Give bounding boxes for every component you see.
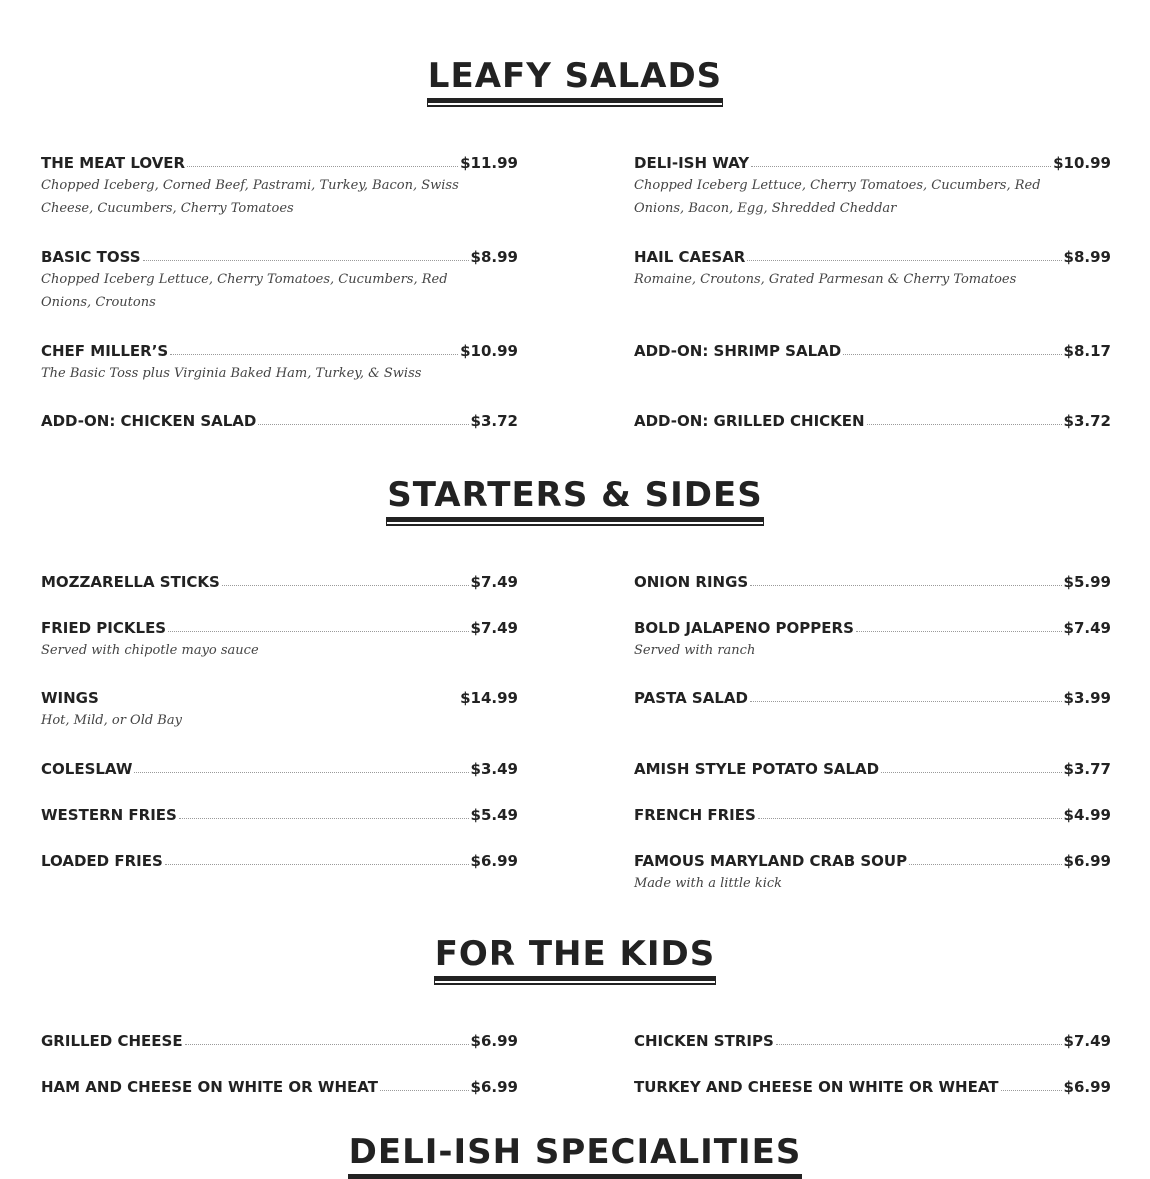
leader-dots [258,424,468,425]
item-price: $11.99 [460,154,518,172]
leader-dots [185,1044,469,1045]
item-description: Chopped Iceberg, Corned Beef, Pastrami, Turkey, Bacon, Swiss Cheese, Cucumbers, Cherry Tomatoes [41,178,459,216]
leader-dots [750,585,1061,586]
item-name: LOADED FRIES [41,852,163,870]
section-title: LEAFY SALADS [427,56,723,103]
item-name: ADD-ON: SHRIMP SALAD [634,342,842,360]
item-name: TURKEY AND CHEESE ON WHITE OR WHEAT [634,1078,999,1096]
item-price: $7.49 [1063,1032,1111,1050]
menu-item [41,802,518,824]
leader-dots [909,864,1061,865]
menu-item [41,756,518,778]
section-title: FOR THE KIDS [434,934,717,981]
leader-dots [222,585,469,586]
item-name: BOLD JALAPENO POPPERS [634,619,854,637]
menu-item [41,408,518,430]
item-price: $10.99 [460,342,518,360]
item-price: $3.99 [1063,689,1111,707]
item-price: $3.77 [1063,760,1111,778]
menu-item [41,569,518,591]
menu-item [634,615,1111,662]
item-price: $6.99 [1063,1078,1111,1096]
leader-dots [776,1044,1062,1045]
section-heading-for-the-kids [0,934,1150,981]
leader-dots [881,772,1061,773]
leader-dots [747,260,1061,261]
item-price: $14.99 [460,689,518,707]
menu-item [634,802,1111,824]
leader-dots [168,631,468,632]
item-name: COLESLAW [41,760,133,778]
menu-item [41,150,518,220]
item-name: FRENCH FRIES [634,806,756,824]
menu-item [634,244,1111,291]
item-description: Served with ranch [634,643,756,658]
item-price: $8.99 [1063,248,1111,266]
item-name: CHEF MILLER’S [41,342,169,360]
item-name: HAIL CAESAR [634,248,746,266]
menu-item [634,150,1111,220]
leader-dots [758,818,1062,819]
item-price: $4.99 [1063,806,1111,824]
leader-dots [380,1090,469,1091]
item-name: HAM AND CHEESE ON WHITE OR WHEAT [41,1078,378,1096]
item-price: $5.49 [470,806,518,824]
leader-dots [170,354,458,355]
leader-dots [187,166,458,167]
item-price: $8.17 [1063,342,1111,360]
section-title: STARTERS & SIDES [386,475,764,522]
item-description: The Basic Toss plus Virginia Baked Ham, Turkey, & Swiss [41,366,422,381]
menu-item [634,685,1111,707]
item-price: $10.99 [1053,154,1111,172]
item-name: THE MEAT LOVER [41,154,186,172]
section-title: DELI-ISH SPECIALITIES [348,1132,803,1179]
section-heading-leafy-salads [0,56,1150,103]
menu-item [41,685,518,732]
item-description: Hot, Mild, or Old Bay [41,713,182,728]
item-price: $6.99 [470,1078,518,1096]
menu-item [41,338,518,385]
item-name: WINGS [41,689,99,707]
leader-dots [134,772,468,773]
item-price: $8.99 [470,248,518,266]
section-heading-starters-sides [0,475,1150,522]
item-name: FAMOUS MARYLAND CRAB SOUP [634,852,908,870]
menu-item [634,1074,1111,1096]
leader-dots [843,354,1061,355]
leader-dots [143,260,469,261]
section-heading-deli-ish-specialities [0,1132,1150,1179]
leader-dots [856,631,1062,632]
menu-item [41,848,518,870]
item-price: $7.49 [470,619,518,637]
item-name: CHICKEN STRIPS [634,1032,774,1050]
leader-dots [867,424,1062,425]
menu-item [41,1074,518,1096]
item-name: AMISH STYLE POTATO SALAD [634,760,880,778]
item-price: $6.99 [470,852,518,870]
leader-dots [165,864,469,865]
item-description: Served with chipotle mayo sauce [41,643,259,658]
item-name: MOZZARELLA STICKS [41,573,220,591]
leader-dots [179,818,469,819]
item-description: Made with a little kick [634,876,783,891]
leader-dots [751,166,1051,167]
menu-item [634,1028,1111,1050]
menu-item [634,338,1111,360]
leader-dots [101,701,458,702]
item-name: ADD-ON: GRILLED CHICKEN [634,412,865,430]
item-price: $6.99 [470,1032,518,1050]
item-price: $3.72 [470,412,518,430]
leader-dots [750,701,1062,702]
item-name: GRILLED CHEESE [41,1032,183,1050]
item-price: $5.99 [1063,573,1111,591]
menu-item [41,615,518,662]
item-price: $7.49 [1063,619,1111,637]
menu-item [634,848,1111,895]
item-description: Romaine, Croutons, Grated Parmesan & Cherry Tomatoes [634,272,1017,287]
menu-item [41,1028,518,1050]
item-name: DELI-ISH WAY [634,154,750,172]
menu-item [634,569,1111,591]
item-price: $3.49 [470,760,518,778]
item-name: FRIED PICKLES [41,619,167,637]
item-name: BASIC TOSS [41,248,141,266]
item-name: ONION RINGS [634,573,749,591]
item-name: WESTERN FRIES [41,806,177,824]
item-price: $6.99 [1063,852,1111,870]
menu-item [634,408,1111,430]
item-price: $7.49 [470,573,518,591]
leader-dots [1001,1090,1062,1091]
item-description: Chopped Iceberg Lettuce, Cherry Tomatoes, Cucumbers, Red Onions, Croutons [41,272,448,310]
menu-item [41,244,518,314]
item-price: $3.72 [1063,412,1111,430]
item-description: Chopped Iceberg Lettuce, Cherry Tomatoes, Cucumbers, Red Onions, Bacon, Egg, Shredded Cheddar [634,178,1041,216]
item-name: PASTA SALAD [634,689,748,707]
menu-item [634,756,1111,778]
item-name: ADD-ON: CHICKEN SALAD [41,412,257,430]
